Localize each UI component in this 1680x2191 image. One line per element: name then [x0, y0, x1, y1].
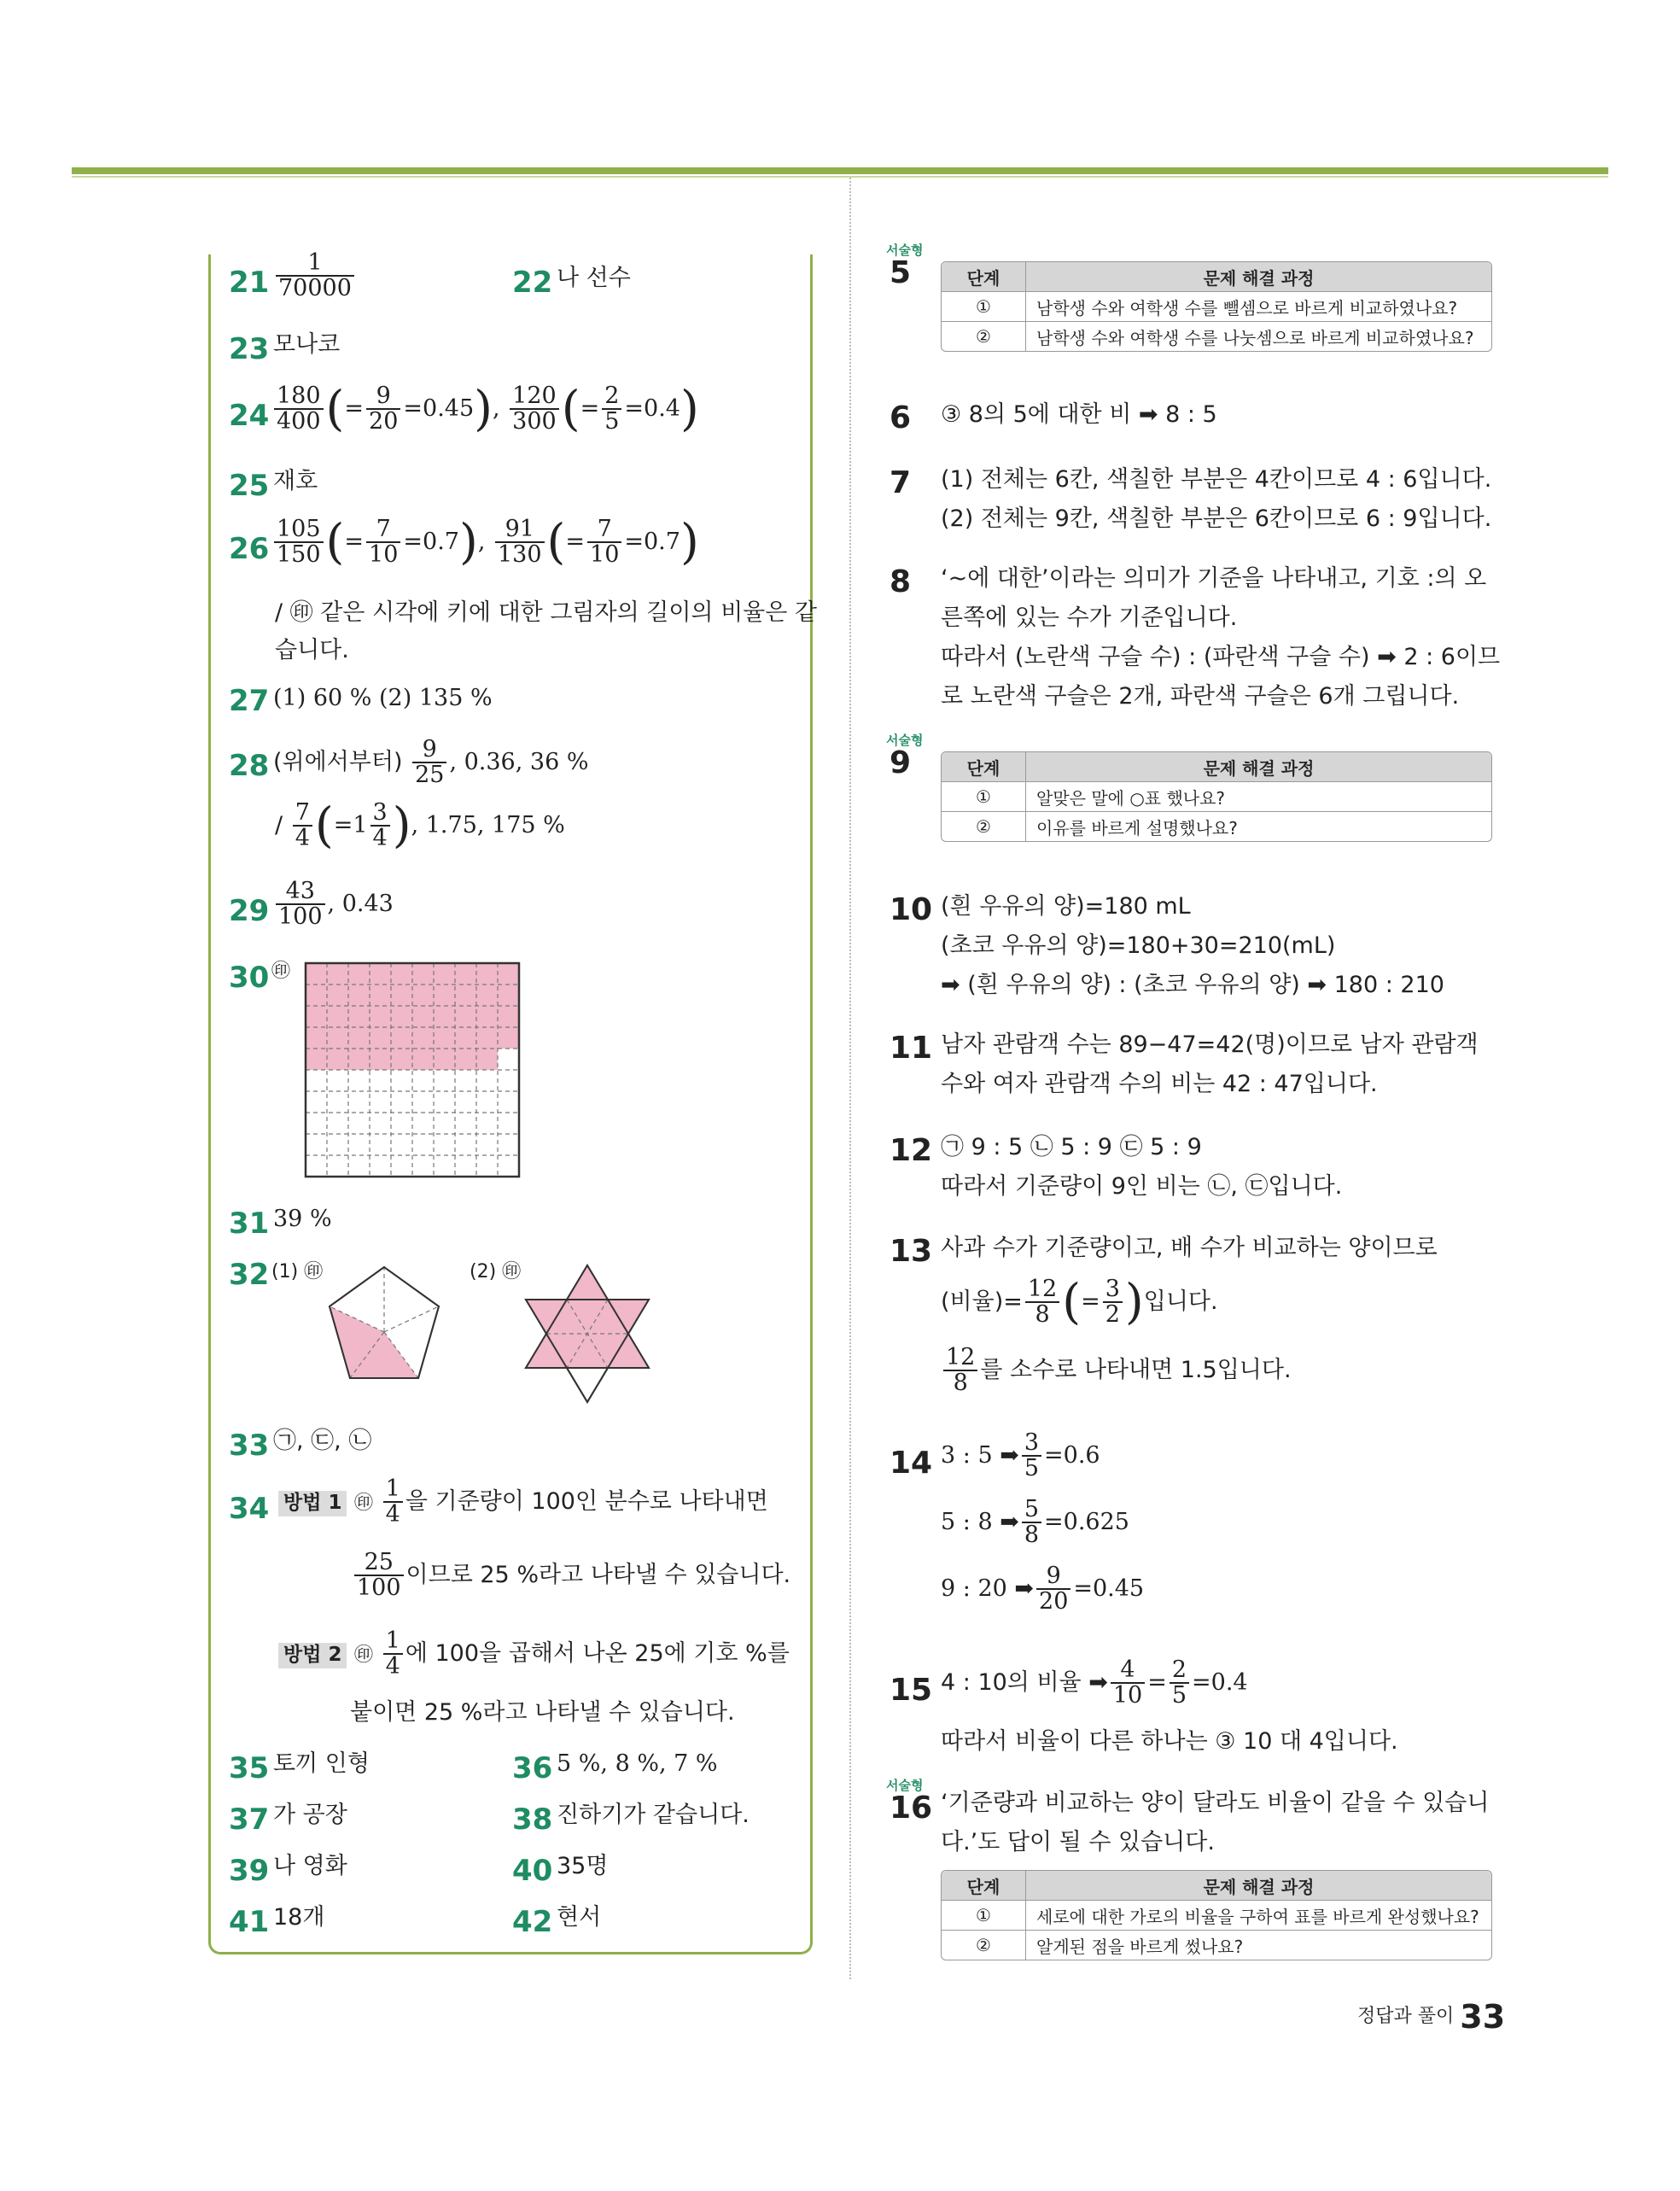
- table-header: 문제 해결 과정: [1026, 752, 1492, 782]
- numerator: 7: [366, 517, 400, 543]
- answer-16-2: 다.’도 답이 될 수 있습니다.: [941, 1829, 1215, 1855]
- answer-32-part1: (1) ㊞: [271, 1261, 324, 1282]
- denominator: 400: [277, 408, 321, 435]
- q-number: 21: [229, 266, 270, 300]
- numerator: 7: [293, 801, 312, 827]
- answer-28-row1: [273, 738, 588, 788]
- q-number: 29: [229, 894, 270, 928]
- table-cell: 남학생 수와 여학생 수를 나눗셈으로 바르게 비교하였나요?: [1026, 322, 1492, 352]
- text: 이므로 25 %라고 나타낼 수 있습니다.: [405, 1561, 791, 1588]
- q-number: 6: [890, 400, 912, 435]
- page-footer: [1357, 1998, 1505, 2036]
- example-mark: ㊞: [354, 1644, 374, 1666]
- value: =0.45: [1073, 1575, 1145, 1602]
- numerator: 43: [276, 879, 325, 905]
- numerator: 2: [602, 384, 621, 410]
- q-number: 26: [229, 532, 270, 566]
- denominator: 130: [497, 541, 542, 569]
- answer-15-1: 4 : 10의 비율 ➡ $\frac{4}{10}$ = $\frac{2}{5}$ =0.4: [941, 1656, 1248, 1709]
- answer-8-3: 따라서 (노란색 구슬 수) : (파란색 구슬 수) ➡ 2 : 6이므: [941, 644, 1501, 670]
- answer-10-3: ➡ (흰 우유의 양) : (초코 우유의 양) ➡ 180 : 210: [941, 972, 1444, 998]
- answer-31: 39 %: [273, 1206, 332, 1232]
- numerator: 4: [1111, 1658, 1145, 1684]
- answer-25: 재호: [273, 468, 318, 494]
- text: (비율)=: [941, 1288, 1023, 1315]
- denominator: 150: [277, 541, 321, 569]
- text: 를 소수로 나타내면 1.5입니다.: [980, 1356, 1292, 1383]
- text: 에 100을 곱해서 나온 25에 기호 %를: [405, 1639, 790, 1667]
- table-cell: ②: [942, 322, 1026, 352]
- numerator: 12: [1025, 1277, 1059, 1303]
- text: 입니다.: [1143, 1288, 1218, 1315]
- answer-14-3: [941, 1564, 1144, 1615]
- q-number: 12: [890, 1133, 933, 1168]
- denominator: 10: [590, 541, 620, 569]
- numerator: 120: [510, 384, 559, 410]
- grid-100-figure: [304, 961, 521, 1180]
- value: =0.7: [403, 528, 459, 555]
- rubric-table-5: [941, 261, 1492, 352]
- numerator: 1: [383, 1629, 403, 1655]
- table-cell: 알맞은 말에 ○표 했나요?: [1026, 782, 1492, 812]
- q-number: 27: [229, 684, 270, 718]
- denominator: 4: [372, 825, 388, 852]
- answer-28-row2: / $\frac{7}{4}$ (=1 $\frac{3}{4}$ ), 1.75, 175 %: [275, 798, 565, 854]
- numerator: 9: [1036, 1564, 1070, 1590]
- numerator: 12: [943, 1346, 977, 1371]
- answer-26: $\frac{105}{150}$ (= $\frac{7}{10}$ =0.7), $\frac{91}{130}$ (= $\frac{7}{10}$ =0.7): [271, 517, 699, 568]
- table-cell: ①: [942, 1901, 1026, 1931]
- q-number: 9: [890, 745, 912, 780]
- numerator: 25: [354, 1551, 404, 1576]
- answer-27: (1) 60 % (2) 135 %: [273, 685, 493, 711]
- table-cell: ①: [942, 292, 1026, 322]
- table-cell: ①: [942, 782, 1026, 812]
- method-2-badge: 방법 2: [278, 1643, 347, 1668]
- numerator: 91: [495, 517, 545, 543]
- answer-22: 나 선수: [557, 265, 631, 291]
- numerator: 2: [1170, 1658, 1189, 1684]
- table-cell: ②: [942, 812, 1026, 842]
- answer-33: ㉠, ㉢, ㉡: [273, 1428, 372, 1454]
- table-header: 문제 해결 과정: [1026, 262, 1492, 292]
- q-number: 13: [890, 1234, 933, 1269]
- answer-37: 가 공장: [273, 1802, 347, 1828]
- rubric-table-16: [941, 1870, 1492, 1960]
- answer-8-2: 른쪽에 있는 수가 기준입니다.: [941, 605, 1238, 631]
- numerator: 180: [274, 384, 324, 410]
- answer-26-reason-2: 습니다.: [275, 637, 349, 663]
- table-cell: 이유를 바르게 설명했나요?: [1026, 812, 1492, 842]
- q-number: 33: [229, 1429, 270, 1463]
- example-mark: ㊞: [354, 1492, 374, 1514]
- rest: , 0.43: [327, 890, 394, 917]
- answer-32-part2: (2) ㊞: [470, 1261, 522, 1282]
- column-divider: [849, 178, 851, 1979]
- denominator: 8: [1024, 1522, 1040, 1549]
- answer-38: 진하기가 같습니다.: [557, 1802, 750, 1828]
- numerator: 3: [1022, 1431, 1041, 1457]
- q-number: 23: [229, 332, 270, 366]
- table-cell: 세로에 대한 가로의 비율을 구하여 표를 바르게 완성했나요?: [1026, 1901, 1492, 1931]
- answer-21: [273, 251, 357, 301]
- denominator: 4: [295, 825, 310, 852]
- numerator: 9: [366, 384, 400, 410]
- answer-34-line4: 붙이면 25 %라고 나타낼 수 있습니다.: [350, 1699, 735, 1726]
- table-cell: 남학생 수와 여학생 수를 뺄셈으로 바르게 비교하였나요?: [1026, 292, 1492, 322]
- answer-23: 모나코: [273, 331, 341, 358]
- denominator: 100: [357, 1575, 401, 1602]
- numerator: 105: [274, 517, 324, 543]
- denominator: 5: [604, 408, 620, 435]
- answer-34-line3: [278, 1629, 790, 1680]
- denominator: 70000: [278, 275, 352, 302]
- answer-42: 현서: [557, 1904, 602, 1931]
- answer-7-1: (1) 전체는 6칸, 색칠한 부분은 4칸이므로 4 : 6입니다.: [941, 466, 1492, 493]
- numerator: 1: [276, 251, 354, 277]
- star-hexagram-figure: [522, 1262, 652, 1405]
- answer-12-1: ㉠ 9 : 5 ㉡ 5 : 9 ㉢ 5 : 9: [941, 1134, 1202, 1160]
- answer-29: [273, 879, 394, 930]
- q-number: 14: [890, 1446, 933, 1481]
- answer-35: 토끼 인형: [273, 1750, 370, 1777]
- numerator: 7: [587, 517, 621, 543]
- q-number: 5: [890, 255, 912, 290]
- footer-label: 정답과 풀이: [1357, 2006, 1455, 2027]
- denominator: 4: [385, 1501, 400, 1528]
- table-header: 단계: [942, 1871, 1026, 1901]
- pentagon-figure: [324, 1262, 444, 1383]
- value: =0.4: [624, 394, 680, 422]
- denominator: 25: [415, 762, 445, 789]
- text: 5 : 8 ➡: [941, 1508, 1019, 1535]
- q-number: 7: [890, 465, 912, 500]
- q-number: 42: [512, 1905, 553, 1939]
- denominator: 8: [953, 1370, 968, 1397]
- table-header: 문제 해결 과정: [1026, 1871, 1492, 1901]
- denominator: 10: [369, 541, 399, 569]
- answer-13-2: (비율)= $\frac{12}{8}$ (= $\frac{3}{2}$ )입니다.: [941, 1274, 1218, 1330]
- denominator: 4: [385, 1653, 400, 1680]
- answer-10-2: (초코 우유의 양)=180+30=210(mL): [941, 932, 1336, 959]
- answer-12-2: 따라서 기준량이 9인 비는 ㉡, ㉢입니다.: [941, 1173, 1343, 1200]
- denominator: 2: [1105, 1301, 1120, 1329]
- q-number: 10: [890, 892, 933, 927]
- table-cell: ②: [942, 1931, 1026, 1960]
- answer-41: 18개: [273, 1904, 325, 1931]
- answer-10-1: (흰 우유의 양)=180 mL: [941, 893, 1191, 920]
- answer-8-4: 로 노란색 구슬은 2개, 파란색 구슬은 6개 그립니다.: [941, 683, 1460, 710]
- q-number: 25: [229, 469, 270, 503]
- denominator: 8: [1035, 1301, 1050, 1329]
- denominator: 300: [512, 408, 557, 435]
- answer-26-reason-1: / ㊞ 같은 시각에 키에 대한 그림자의 길이의 비율은 같: [275, 599, 817, 626]
- q-number: 37: [229, 1802, 270, 1837]
- q-number: 41: [229, 1905, 270, 1939]
- prefix: (위에서부터): [273, 748, 403, 775]
- text: 9 : 20 ➡: [941, 1575, 1035, 1602]
- value: =0.7: [624, 528, 680, 555]
- numerator: 3: [1103, 1277, 1123, 1303]
- denominator: 100: [278, 903, 323, 931]
- denominator: 10: [1112, 1682, 1143, 1709]
- text: 4 : 10의 비율 ➡: [941, 1668, 1108, 1696]
- rubric-table-9: [941, 751, 1492, 842]
- answer-11-2: 수와 여자 관람객 수의 비는 42 : 47입니다.: [941, 1071, 1378, 1097]
- value: =0.6: [1044, 1441, 1100, 1469]
- rest: , 1.75, 175 %: [411, 811, 565, 838]
- whole: 1: [353, 811, 368, 838]
- numerator: 9: [412, 738, 446, 763]
- denominator: 20: [1039, 1588, 1069, 1615]
- rest: , 0.36, 36 %: [449, 748, 589, 775]
- q-number: 30: [229, 961, 270, 995]
- table-cell: 알게된 점을 바르게 썼나요?: [1026, 1931, 1492, 1960]
- top-rule: [72, 167, 1608, 174]
- table-header: 단계: [942, 752, 1026, 782]
- q-number: 15: [890, 1673, 933, 1708]
- answer-14-2: [941, 1498, 1129, 1548]
- answer-39: 나 영화: [273, 1853, 347, 1879]
- essay-tag: 서술형: [886, 733, 924, 748]
- method-1-badge: 방법 1: [278, 1491, 347, 1516]
- q-number: 39: [229, 1854, 270, 1888]
- answer-8-1: ‘~에 대한’이라는 의미가 기준을 나타내고, 기호 :의 오: [941, 565, 1487, 592]
- text: 3 : 5 ➡: [941, 1441, 1019, 1469]
- answer-15-2: 따라서 비율이 다른 하나는 ③ 10 대 4입니다.: [941, 1728, 1398, 1755]
- value: =0.4: [1192, 1668, 1248, 1696]
- numerator: 1: [383, 1477, 403, 1503]
- q-number: 32: [229, 1258, 270, 1292]
- answer-36: 5 %, 8 %, 7 %: [557, 1750, 718, 1777]
- table-header: 단계: [942, 262, 1026, 292]
- numerator: 3: [370, 801, 390, 827]
- q-number: 31: [229, 1207, 270, 1241]
- q-number: 38: [512, 1802, 553, 1837]
- q-number: 36: [512, 1751, 553, 1785]
- answer-40: 35명: [557, 1853, 609, 1879]
- text: 을 기준량이 100인 분수로 나타내면: [405, 1487, 768, 1515]
- denominator: 5: [1171, 1682, 1187, 1709]
- answer-16-1: ‘기준량과 비교하는 양이 달라도 비율이 같을 수 있습니: [941, 1790, 1490, 1816]
- answer-13-3: [941, 1346, 1292, 1396]
- answer-34-line2: [352, 1551, 790, 1601]
- answer-13-1: 사과 수가 기준량이고, 배 수가 비교하는 양이므로: [941, 1235, 1438, 1261]
- q-number: 28: [229, 749, 270, 783]
- value: =0.625: [1044, 1508, 1129, 1535]
- q-number: 24: [229, 399, 270, 433]
- value: =0.45: [403, 394, 475, 422]
- essay-tag: 서술형: [886, 242, 924, 258]
- q-number: 11: [890, 1031, 933, 1066]
- q-number: 40: [512, 1854, 553, 1888]
- page-number: 33: [1460, 1998, 1506, 2036]
- top-rule-thin: [72, 176, 1608, 178]
- q-number: 22: [512, 266, 553, 300]
- denominator: 5: [1024, 1455, 1040, 1482]
- q-number: 16: [890, 1791, 933, 1826]
- answer-14-1: [941, 1431, 1100, 1481]
- answer-7-2: (2) 전체는 9칸, 색칠한 부분은 6칸이므로 6 : 9입니다.: [941, 505, 1492, 532]
- q-number: 35: [229, 1751, 270, 1785]
- answer-34-line1: [278, 1477, 768, 1528]
- denominator: 20: [369, 408, 399, 435]
- example-mark: ㊞: [271, 961, 291, 982]
- q-number: 34: [229, 1492, 270, 1526]
- numerator: 5: [1022, 1498, 1041, 1523]
- essay-tag: 서술형: [886, 1778, 924, 1793]
- answer-11-1: 남자 관람객 수는 89−47=42(명)이므로 남자 관람객: [941, 1031, 1479, 1058]
- answer-6: ③ 8의 5에 대한 비 ➡ 8 : 5: [941, 401, 1217, 428]
- answer-24: $\frac{180}{400}$ (= $\frac{9}{20}$ =0.45), $\frac{120}{300}$ (= $\frac{2}{5}$ =0.4): [271, 384, 699, 435]
- q-number: 8: [890, 564, 912, 599]
